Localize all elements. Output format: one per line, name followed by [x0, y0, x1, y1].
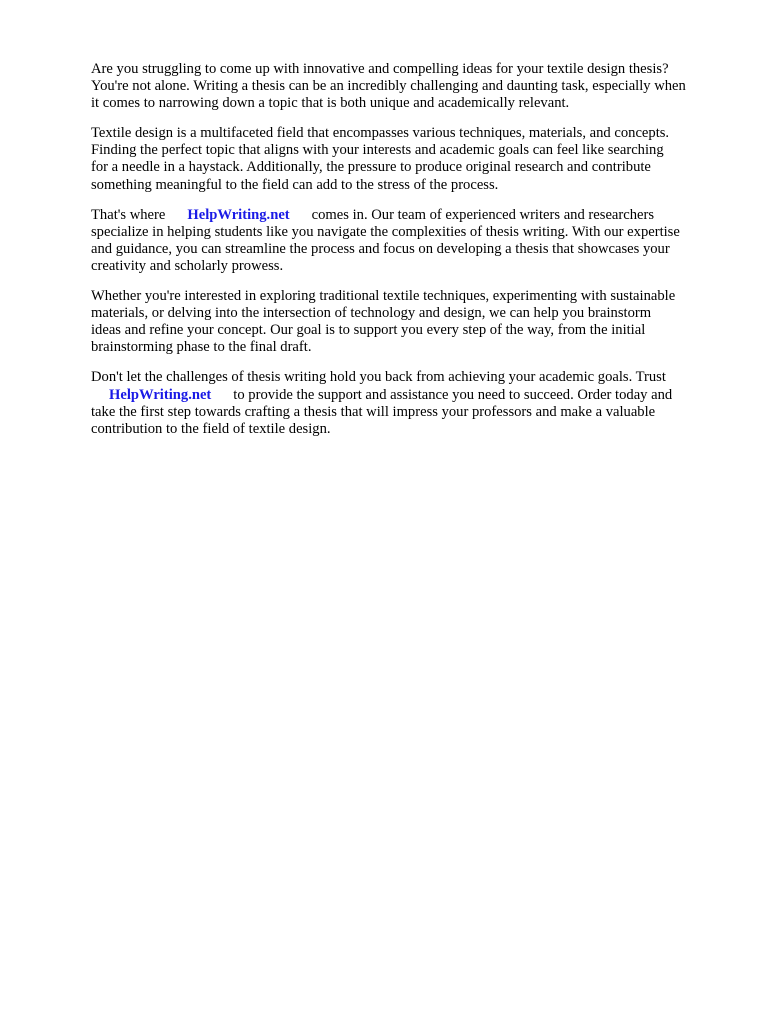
text-line: for a needle in a haystack. Additionally, the pressure to produce original research and contribute	[91, 159, 651, 176]
text-line: Don't let the challenges of thesis writing hold you back from achieving your academic goals. Trust	[91, 369, 666, 386]
text-fragment: That's where	[91, 206, 166, 223]
paragraph-service-intro	[91, 207, 731, 275]
text-line: it comes to narrowing down a topic that is both unique and academically relevant.	[91, 95, 570, 112]
text-line: take the first step towards crafting a thesis that will impress your professors and make a valuable	[91, 403, 656, 420]
text-fragment: comes in. Our team of experienced writers and researchers	[311, 206, 655, 223]
text-line: You're not alone. Writing a thesis can be an incredibly challenging and daunting task, especially when	[91, 78, 686, 95]
text-line: something meaningful to the field can add to the stress of the process.	[91, 176, 499, 193]
text-line: Textile design is a multifaceted field that encompasses various techniques, materials, and concepts.	[91, 125, 670, 142]
text-line: materials, or delving into the intersection of technology and design, we can help you brainstorm	[91, 305, 652, 322]
text-line	[91, 387, 731, 404]
helpwriting-link[interactable]: HelpWriting.net	[187, 206, 290, 223]
text-line: ideas and refine your concept. Our goal is to support you every step of the way, from the initial	[91, 322, 646, 339]
document-page	[91, 61, 731, 451]
text-line: Whether you're interested in exploring traditional textile techniques, experimenting with sustainable	[91, 288, 676, 305]
paragraph-field-overview	[91, 125, 731, 193]
helpwriting-link[interactable]: HelpWriting.net	[109, 386, 212, 403]
text-line: Are you struggling to come up with innovative and compelling ideas for your textile design thesis?	[91, 61, 669, 77]
text-line: brainstorming phase to the final draft.	[91, 339, 312, 356]
text-line: specialize in helping students like you navigate the complexities of thesis writing. With our expertise	[91, 223, 680, 240]
text-line: contribution to the field of textile design.	[91, 420, 331, 437]
paragraph-intro	[91, 61, 731, 112]
text-line: Finding the perfect topic that aligns with your interests and academic goals can feel like searching	[91, 142, 664, 159]
text-line	[91, 207, 731, 224]
text-line: and guidance, you can streamline the process and focus on developing a thesis that showcases your	[91, 240, 670, 257]
text-fragment: to provide the support and assistance you need to succeed. Order today and	[233, 386, 673, 403]
paragraph-call-to-action	[91, 369, 731, 437]
text-line: creativity and scholarly prowess.	[91, 257, 284, 274]
paragraph-approach	[91, 288, 731, 356]
